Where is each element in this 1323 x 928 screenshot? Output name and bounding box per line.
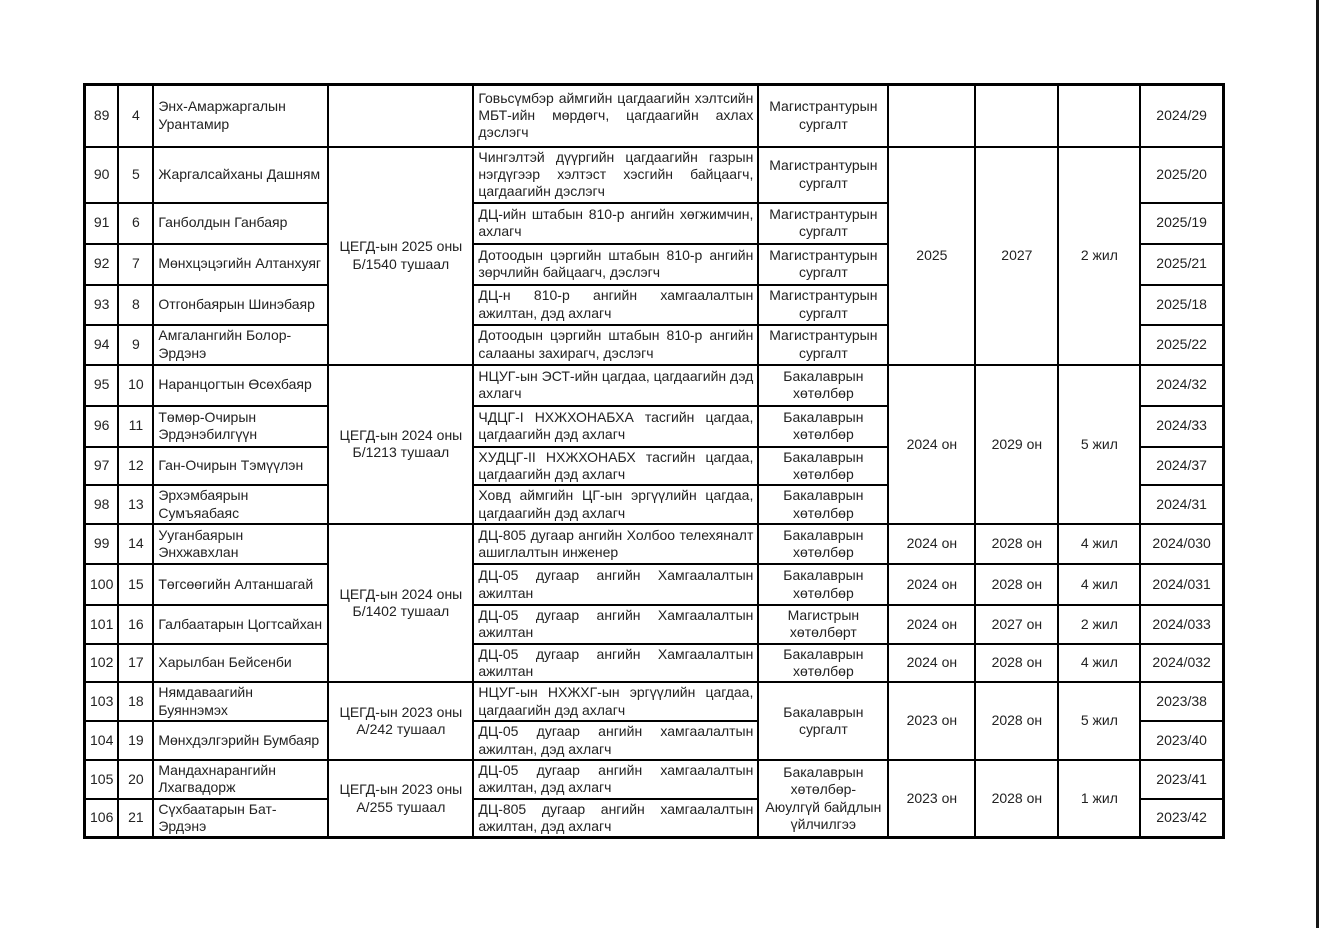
table-row bbox=[85, 524, 1224, 564]
cell-order: ЦЕГД-ын 2023 оны А/255 тушаал bbox=[328, 760, 473, 838]
table-row bbox=[85, 644, 1224, 683]
cell-position: ДЦ-н 810-р ангийн хамгаалалтын ажилтан, дэд ахлагч bbox=[473, 285, 758, 325]
cell-number: 2024/37 bbox=[1140, 447, 1223, 486]
cell-program: Бакалаврын хөтөлбөр bbox=[758, 365, 888, 406]
cell-program: Бакалаврын хөтөлбөр bbox=[758, 447, 888, 486]
cell-number: 2023/41 bbox=[1140, 760, 1223, 799]
cell-duration: 2 жил bbox=[1058, 605, 1140, 644]
cell-start: 2024 он bbox=[888, 524, 975, 564]
table-row bbox=[85, 147, 1224, 203]
cell-end: 2028 он bbox=[975, 564, 1058, 605]
cell-end: 2028 он bbox=[975, 682, 1058, 759]
cell-name: Галбаатарын Цогтсайхан bbox=[153, 605, 328, 644]
cell-name: Мөнхдэлгэрийн Бумбаяр bbox=[153, 721, 328, 760]
cell-name: Нямдаваагийн Буяннэмэх bbox=[153, 682, 328, 721]
cell-number: 2024/030 bbox=[1140, 524, 1223, 564]
cell-name: Эрхэмбаярын Сумъяабаяс bbox=[153, 485, 328, 524]
cell-duration: 5 жил bbox=[1058, 682, 1140, 759]
table-row bbox=[85, 365, 1224, 406]
cell-start bbox=[888, 85, 975, 147]
table-row bbox=[85, 682, 1224, 721]
cell-position: Ховд аймгийн ЦГ-ын эргүүлийн цагдаа, цагдаагийн дэд ахлагч bbox=[473, 485, 758, 524]
cell-name: Ууганбаярын Энхжавхлан bbox=[153, 524, 328, 564]
cell-order: ЦЕГД-ын 2024 оны Б/1402 тушаал bbox=[328, 524, 473, 682]
cell-no: 92 bbox=[85, 244, 119, 285]
cell-end: 2027 он bbox=[975, 605, 1058, 644]
cell-program: Бакалаврын хөтөлбөр-Аюулгүй байдлын үйлчилгээ bbox=[758, 760, 888, 838]
table-row bbox=[85, 85, 1224, 147]
cell-number: 2024/033 bbox=[1140, 605, 1223, 644]
cell-end: 2029 он bbox=[975, 365, 1058, 524]
cell-order: ЦЕГД-ын 2023 оны А/242 тушаал bbox=[328, 682, 473, 759]
cell-no: 105 bbox=[85, 760, 119, 799]
cell-number: 2024/032 bbox=[1140, 644, 1223, 683]
cell-sub: 9 bbox=[118, 325, 153, 365]
cell-sub: 19 bbox=[118, 721, 153, 760]
cell-name: Наранцогтын Өсөхбаяр bbox=[153, 365, 328, 406]
cell-no: 96 bbox=[85, 406, 119, 447]
cell-start: 2024 он bbox=[888, 605, 975, 644]
cell-no: 104 bbox=[85, 721, 119, 760]
cell-position: ДЦ-05 дугаар ангийн Хамгаалалтын ажилтан bbox=[473, 644, 758, 683]
cell-sub: 11 bbox=[118, 406, 153, 447]
cell-no: 93 bbox=[85, 285, 119, 325]
cell-sub: 15 bbox=[118, 564, 153, 605]
cell-position: ЧДЦГ-I НХЖХОНАБХА тасгийн цагдаа, цагдаагийн дэд ахлагч bbox=[473, 406, 758, 447]
cell-position: ДЦ-ийн штабын 810-р ангийн хөгжимчин, ахлагч bbox=[473, 203, 758, 244]
table-row bbox=[85, 564, 1224, 605]
table-row bbox=[85, 605, 1224, 644]
cell-start: 2023 он bbox=[888, 682, 975, 759]
cell-position: ДЦ-805 дугаар ангийн Холбоо телехяналт ашиглалтын инженер bbox=[473, 524, 758, 564]
records-table bbox=[83, 83, 1225, 839]
cell-name: Жаргалсайханы Дашням bbox=[153, 147, 328, 203]
cell-position: ДЦ-05 дугаар ангийн хамгаалалтын ажилтан, дэд ахлагч bbox=[473, 760, 758, 799]
cell-position: НЦУГ-ын НХЖХГ-ын эргүүлийн цагдаа, цагдаагийн дэд ахлагч bbox=[473, 682, 758, 721]
cell-position: ДЦ-05 дугаар ангийн хамгаалалтын ажилтан, дэд ахлагч bbox=[473, 721, 758, 760]
cell-end bbox=[975, 85, 1058, 147]
cell-position: ДЦ-05 дугаар ангийн Хамгаалалтын ажилтан bbox=[473, 564, 758, 605]
cell-program: Бакалаврын хөтөлбөр bbox=[758, 524, 888, 564]
cell-position: ХУДЦГ-II НХЖХОНАБХ тасгийн цагдаа, цагдаагийн дэд ахлагч bbox=[473, 447, 758, 486]
cell-start: 2024 он bbox=[888, 365, 975, 524]
cell-sub: 20 bbox=[118, 760, 153, 799]
cell-program: Магистрантурын сургалт bbox=[758, 244, 888, 285]
cell-name: Мөнхцэцэгийн Алтанхуяг bbox=[153, 244, 328, 285]
cell-sub: 14 bbox=[118, 524, 153, 564]
cell-position: ДЦ-05 дугаар ангийн Хамгаалалтын ажилтан bbox=[473, 605, 758, 644]
cell-number: 2023/40 bbox=[1140, 721, 1223, 760]
cell-program: Бакалаврын хөтөлбөр bbox=[758, 485, 888, 524]
cell-program: Бакалаврын хөтөлбөр bbox=[758, 564, 888, 605]
cell-number: 2024/32 bbox=[1140, 365, 1223, 406]
cell-sub: 16 bbox=[118, 605, 153, 644]
cell-number: 2023/42 bbox=[1140, 799, 1223, 838]
cell-number: 2024/31 bbox=[1140, 485, 1223, 524]
cell-sub: 7 bbox=[118, 244, 153, 285]
cell-end: 2028 он bbox=[975, 644, 1058, 683]
cell-no: 94 bbox=[85, 325, 119, 365]
cell-name: Харылбан Бейсенби bbox=[153, 644, 328, 683]
cell-number: 2024/031 bbox=[1140, 564, 1223, 605]
cell-program: Магистрантурын сургалт bbox=[758, 203, 888, 244]
cell-sub: 8 bbox=[118, 285, 153, 325]
cell-sub: 12 bbox=[118, 447, 153, 486]
cell-duration: 2 жил bbox=[1058, 147, 1140, 365]
cell-name: Ганболдын Ганбаяр bbox=[153, 203, 328, 244]
cell-program: Магистрын хөтөлбөрт bbox=[758, 605, 888, 644]
cell-sub: 18 bbox=[118, 682, 153, 721]
cell-position: Говьсүмбэр аймгийн цагдаагийн хэлтсийн МБТ-ийн мөрдөгч, цагдаагийн ахлах дэслэгч bbox=[473, 85, 758, 147]
cell-sub: 5 bbox=[118, 147, 153, 203]
cell-sub: 21 bbox=[118, 799, 153, 838]
cell-sub: 17 bbox=[118, 644, 153, 683]
cell-name: Төгсөөгийн Алтаншагай bbox=[153, 564, 328, 605]
cell-no: 91 bbox=[85, 203, 119, 244]
cell-number: 2024/33 bbox=[1140, 406, 1223, 447]
cell-no: 106 bbox=[85, 799, 119, 838]
cell-end: 2027 bbox=[975, 147, 1058, 365]
cell-name: Амгалангийн Болор-Эрдэнэ bbox=[153, 325, 328, 365]
cell-no: 99 bbox=[85, 524, 119, 564]
cell-number: 2025/19 bbox=[1140, 203, 1223, 244]
cell-number: 2025/20 bbox=[1140, 147, 1223, 203]
cell-program: Магистрантурын сургалт bbox=[758, 325, 888, 365]
cell-no: 97 bbox=[85, 447, 119, 486]
cell-duration: 4 жил bbox=[1058, 524, 1140, 564]
cell-start: 2025 bbox=[888, 147, 975, 365]
cell-position: Дотоодын цэргийн штабын 810-р ангийн салааны захирагч, дэслэгч bbox=[473, 325, 758, 365]
cell-start: 2024 он bbox=[888, 644, 975, 683]
cell-number: 2025/18 bbox=[1140, 285, 1223, 325]
cell-position: НЦУГ-ын ЭСТ-ийн цагдаа, цагдаагийн дэд ахлагч bbox=[473, 365, 758, 406]
cell-no: 95 bbox=[85, 365, 119, 406]
cell-number: 2023/38 bbox=[1140, 682, 1223, 721]
cell-end: 2028 он bbox=[975, 524, 1058, 564]
cell-number: 2024/29 bbox=[1140, 85, 1223, 147]
cell-name: Энх-Амаржаргалын Урантамир bbox=[153, 85, 328, 147]
cell-program: Бакалаврын хөтөлбөр bbox=[758, 406, 888, 447]
cell-name: Төмөр-Очирын Эрдэнэбилгүүн bbox=[153, 406, 328, 447]
cell-duration: 4 жил bbox=[1058, 564, 1140, 605]
cell-order bbox=[328, 85, 473, 147]
cell-start: 2024 он bbox=[888, 564, 975, 605]
cell-duration: 1 жил bbox=[1058, 760, 1140, 838]
cell-order: ЦЕГД-ын 2025 оны Б/1540 тушаал bbox=[328, 147, 473, 365]
cell-end: 2028 он bbox=[975, 760, 1058, 838]
cell-position: ДЦ-805 дугаар ангийн хамгаалалтын ажилтан, дэд ахлагч bbox=[473, 799, 758, 838]
cell-program: Магистрантурын сургалт bbox=[758, 147, 888, 203]
cell-no: 89 bbox=[85, 85, 119, 147]
cell-no: 90 bbox=[85, 147, 119, 203]
cell-sub: 6 bbox=[118, 203, 153, 244]
cell-order: ЦЕГД-ын 2024 оны Б/1213 тушаал bbox=[328, 365, 473, 524]
cell-number: 2025/21 bbox=[1140, 244, 1223, 285]
cell-sub: 4 bbox=[118, 85, 153, 147]
cell-number: 2025/22 bbox=[1140, 325, 1223, 365]
cell-no: 101 bbox=[85, 605, 119, 644]
cell-program: Магистрантурын сургалт bbox=[758, 285, 888, 325]
cell-sub: 10 bbox=[118, 365, 153, 406]
cell-duration: 5 жил bbox=[1058, 365, 1140, 524]
cell-duration: 4 жил bbox=[1058, 644, 1140, 683]
cell-no: 102 bbox=[85, 644, 119, 683]
cell-program: Бакалаврын сургалт bbox=[758, 682, 888, 759]
cell-position: Дотоодын цэргийн штабын 810-р ангийн зөрчлийн байцаагч, дэслэгч bbox=[473, 244, 758, 285]
cell-name: Сүхбаатарын Бат-Эрдэнэ bbox=[153, 799, 328, 838]
cell-name: Ган-Очирын Тэмүүлэн bbox=[153, 447, 328, 486]
cell-duration bbox=[1058, 85, 1140, 147]
table-row bbox=[85, 760, 1224, 799]
cell-name: Отгонбаярын Шинэбаяр bbox=[153, 285, 328, 325]
cell-no: 100 bbox=[85, 564, 119, 605]
cell-program: Бакалаврын хөтөлбөр bbox=[758, 644, 888, 683]
cell-sub: 13 bbox=[118, 485, 153, 524]
records-table-body bbox=[85, 85, 1224, 838]
cell-no: 98 bbox=[85, 485, 119, 524]
cell-name: Мандахнарангийн Лхагвадорж bbox=[153, 760, 328, 799]
cell-no: 103 bbox=[85, 682, 119, 721]
cell-start: 2023 он bbox=[888, 760, 975, 838]
cell-position: Чингэлтэй дүүргийн цагдаагийн газрын нэгдүгээр хэлтэст хэсгийн байцаагч, цагдаагийн дэслэгч bbox=[473, 147, 758, 203]
cell-program: Магистрантурын сургалт bbox=[758, 85, 888, 147]
page-edge-line bbox=[1316, 0, 1319, 928]
